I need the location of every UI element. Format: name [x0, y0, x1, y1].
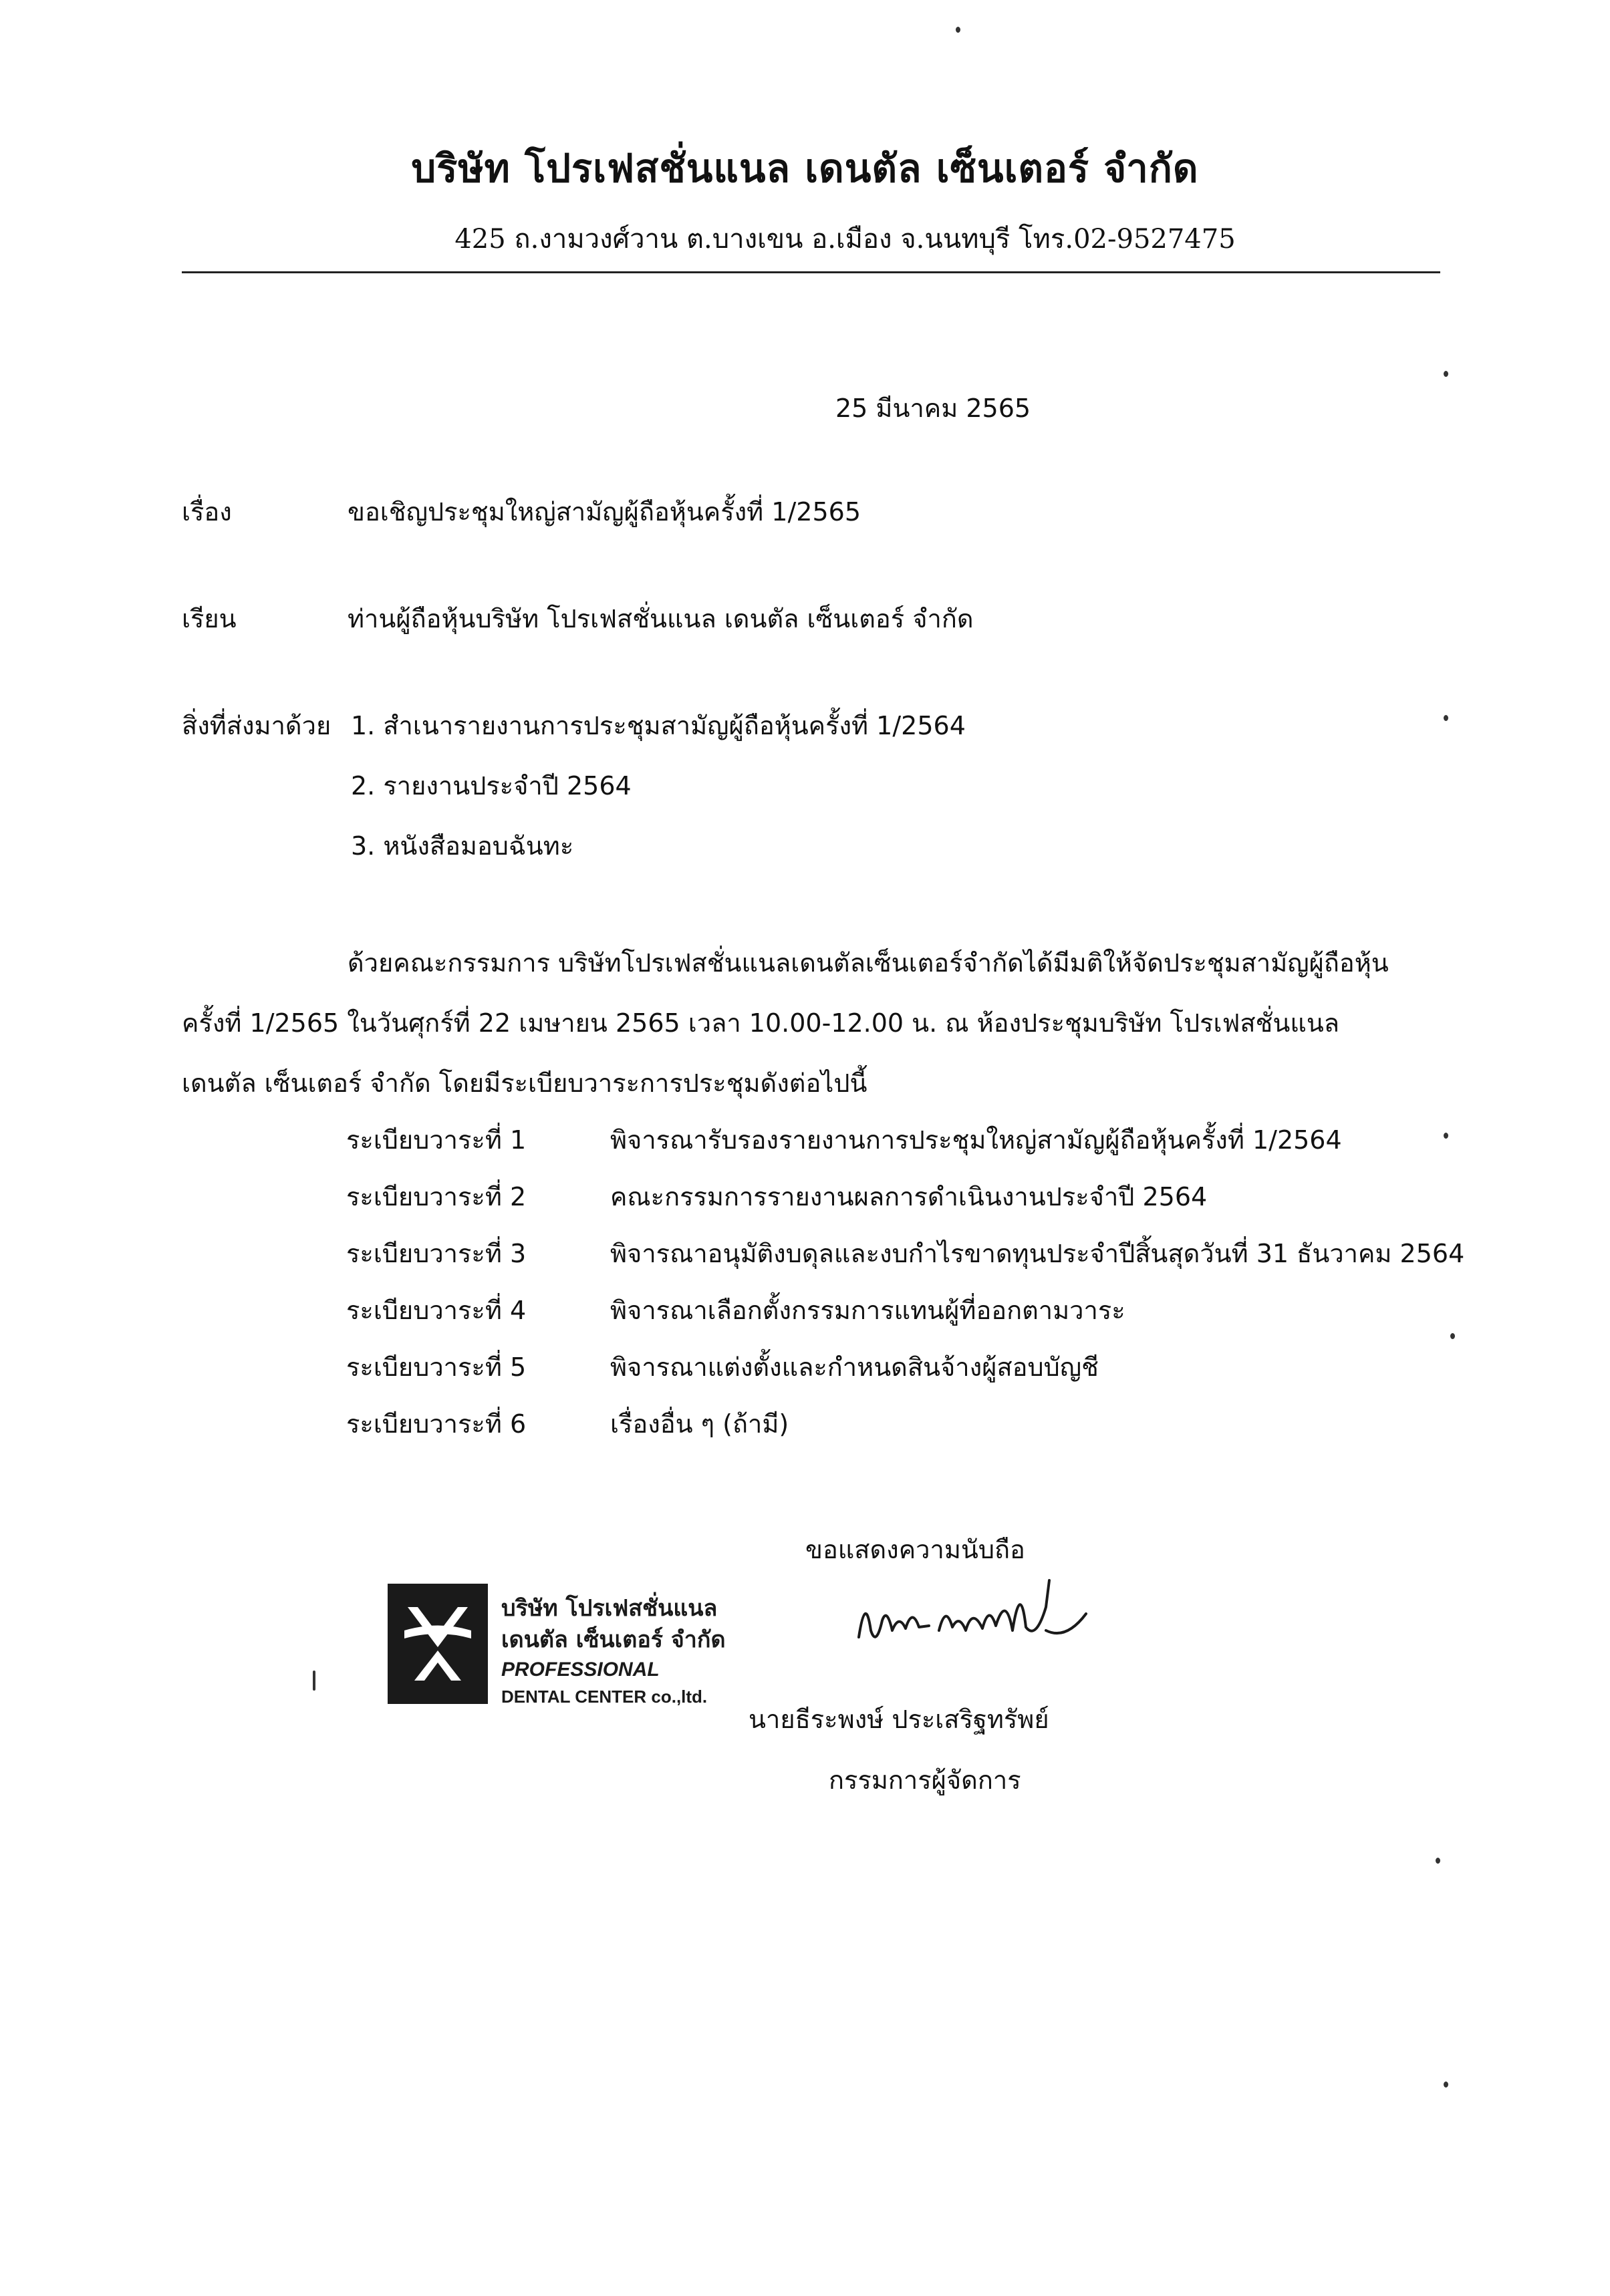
svg-text:DENTAL CENTER co.,ltd.: DENTAL CENTER co.,ltd. — [501, 1687, 708, 1707]
enclosure-item: 1. สำเนารายงานการประชุมสามัญผู้ถือหุ้นครั้งที่ 1/2564 — [351, 711, 966, 740]
agenda-item — [346, 1233, 1464, 1274]
enclosure-item: 2. รายงานประจำปี 2564 — [351, 771, 632, 801]
header-divider — [182, 271, 1440, 273]
scan-speck — [1444, 715, 1448, 721]
svg-text:บริษัท โปรเฟสชั่นแนล: บริษัท โปรเฟสชั่นแนล — [501, 1595, 718, 1622]
subject-value: ขอเชิญประชุมใหญ่สามัญผู้ถือหุ้นครั้งที่ 1/2565 — [348, 497, 861, 527]
agenda-text: พิจารณาเลือกตั้งกรรมการแทนผู้ที่ออกตามวาระ — [610, 1296, 1125, 1325]
agenda-item — [346, 1176, 1207, 1217]
recipient-value: ท่านผู้ถือหุ้นบริษัท โปรเฟสชั่นแนล เดนตัล เซ็นเตอร์ จำกัด — [348, 604, 974, 633]
company-address: 425 ถ.งามวงศ์วาน ต.บางเขน อ.เมือง จ.นนทบุรี โทร.02-9527475 — [454, 224, 1236, 255]
agenda-text: พิจารณาอนุมัติงบดุลและงบกำไรขาดทุนประจำปีสิ้นสุดวันที่ 31 ธันวาคม 2564 — [610, 1239, 1465, 1268]
signer-title: กรรมการผู้จัดการ — [829, 1765, 1021, 1795]
scan-speck — [1450, 1333, 1455, 1339]
enclosures-label: สิ่งที่ส่งมาด้วย — [182, 711, 331, 740]
agenda-number: ระเบียบวาระที่ 6 — [346, 1409, 527, 1439]
agenda-number: ระเบียบวาระที่ 1 — [346, 1125, 527, 1155]
scan-speck — [1436, 1858, 1440, 1864]
agenda-number: ระเบียบวาระที่ 5 — [346, 1352, 527, 1382]
document-date: 25 มีนาคม 2565 — [835, 394, 1031, 423]
scan-speck — [956, 27, 960, 33]
agenda-text: พิจารณารับรองรายงานการประชุมใหญ่สามัญผู้ถือหุ้นครั้งที่ 1/2564 — [610, 1125, 1342, 1155]
svg-text:PROFESSIONAL: PROFESSIONAL — [501, 1659, 660, 1681]
body-line: เดนตัล เซ็นเตอร์ จำกัด โดยมีระเบียบวาระการประชุมดังต่อไปนี้ — [182, 1068, 867, 1098]
agenda-item — [346, 1403, 789, 1444]
agenda-text: เรื่องอื่น ๆ (ถ้ามี) — [610, 1409, 789, 1439]
closing-salutation: ขอแสดงความนับถือ — [805, 1535, 1025, 1564]
agenda-text: พิจารณาแต่งตั้งและกำหนดสินจ้างผู้สอบบัญชี — [610, 1352, 1099, 1382]
scan-speck — [1444, 1133, 1448, 1139]
agenda-number: ระเบียบวาระที่ 3 — [346, 1239, 527, 1268]
agenda-item — [346, 1290, 1125, 1330]
body-line: ครั้งที่ 1/2565 ในวันศุกร์ที่ 22 เมษายน 2565 เวลา 10.00-12.00 น. ณ ห้องประชุมบริษัท โปรเฟสชั่นแนล — [182, 1008, 1340, 1038]
recipient-label: เรียน — [182, 604, 237, 633]
agenda-text: คณะกรรมการรายงานผลการดำเนินงานประจำปี 2564 — [610, 1182, 1208, 1211]
svg-text:เดนตัล เซ็นเตอร์ จำกัด: เดนตัล เซ็นเตอร์ จำกัด — [501, 1626, 726, 1653]
subject-label: เรื่อง — [182, 497, 232, 527]
enclosure-item: 3. หนังสือมอบฉันทะ — [351, 831, 574, 861]
agenda-number: ระเบียบวาระที่ 2 — [346, 1182, 527, 1211]
scan-speck — [1444, 2082, 1448, 2088]
body-line: ด้วยคณะกรรมการ บริษัทโปรเฟสชั่นแนลเดนตัลเซ็นเตอร์จำกัดได้มีมติให้จัดประชุมสามัญผู้ถือหุ้น — [348, 948, 1389, 978]
signer-name: นายธีระพงษ์ ประเสริฐทรัพย์ — [749, 1705, 1049, 1734]
handwritten-signature-icon — [845, 1567, 1113, 1667]
agenda-item — [346, 1119, 1342, 1160]
scan-speck — [1444, 371, 1448, 377]
company-logo-seal-icon — [388, 1584, 762, 1717]
company-name: บริษัท โปรเฟสชั่นแนล เดนตัล เซ็นเตอร์ จำกัด — [411, 146, 1199, 191]
scan-speck — [313, 1671, 315, 1691]
agenda-number: ระเบียบวาระที่ 4 — [346, 1296, 527, 1325]
agenda-item — [346, 1346, 1099, 1387]
